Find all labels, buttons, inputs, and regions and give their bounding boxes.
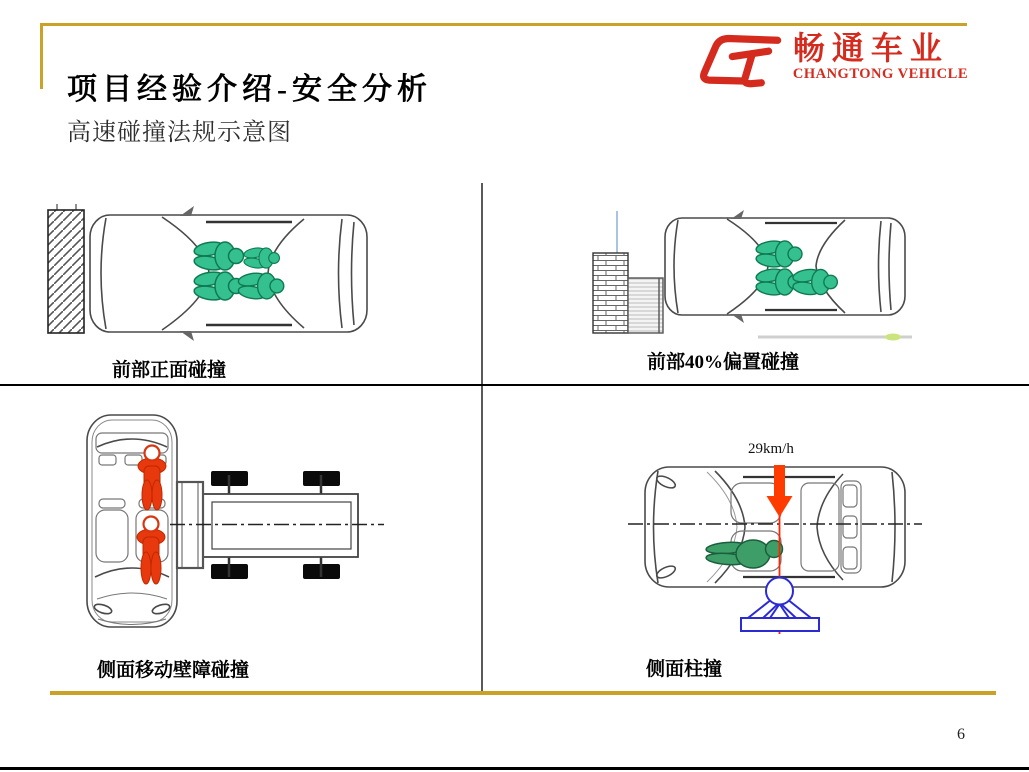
impact-arrow-icon (767, 465, 793, 517)
caption-side-pole: 侧面柱撞 (646, 659, 723, 680)
crash-dummies-red (137, 446, 166, 585)
side-mobile-barrier-drawing (0, 387, 481, 690)
page-title: 项目经验介绍-安全分析 (67, 73, 432, 106)
speed-label: 29km/h (748, 441, 794, 457)
bottom-accent-line (50, 691, 996, 695)
crash-dummies-green (193, 240, 284, 302)
page-subtitle: 高速碰撞法规示意图 (67, 120, 292, 146)
diagram-side-pole (485, 387, 1029, 690)
bottom-border-line (0, 767, 1029, 770)
company-logo (698, 30, 968, 98)
logo-name-cn: 畅通车业 (792, 30, 949, 66)
caption-front-40-offset: 前部40%偏置碰撞 (647, 352, 800, 373)
diagram-front-40-offset (485, 185, 1029, 385)
rigid-pole-icon (741, 578, 819, 632)
caption-side-mobile-barrier: 侧面移动壁障碰撞 (97, 660, 250, 681)
crash-dummy-green (706, 540, 783, 568)
ct-monogram-icon (698, 30, 785, 94)
ground-artifact (758, 334, 912, 341)
car-top-view (87, 415, 177, 627)
side-pole-drawing (485, 387, 1029, 690)
logo-name-en: CHANGTONG VEHICLE (792, 66, 968, 82)
top-accent-line (41, 23, 967, 26)
diagram-side-mobile-barrier (0, 387, 481, 690)
diagram-front-full-width (0, 185, 485, 385)
caption-front-full-width: 前部正面碰撞 (112, 360, 227, 381)
mobile-barrier-trolley (170, 471, 384, 579)
rigid-wall (48, 204, 84, 333)
left-accent-line (40, 23, 43, 89)
front-full-width-drawing (0, 185, 485, 385)
deformable-barrier (628, 278, 663, 333)
brick-wall (593, 253, 628, 333)
page-number: 6 (957, 726, 965, 743)
